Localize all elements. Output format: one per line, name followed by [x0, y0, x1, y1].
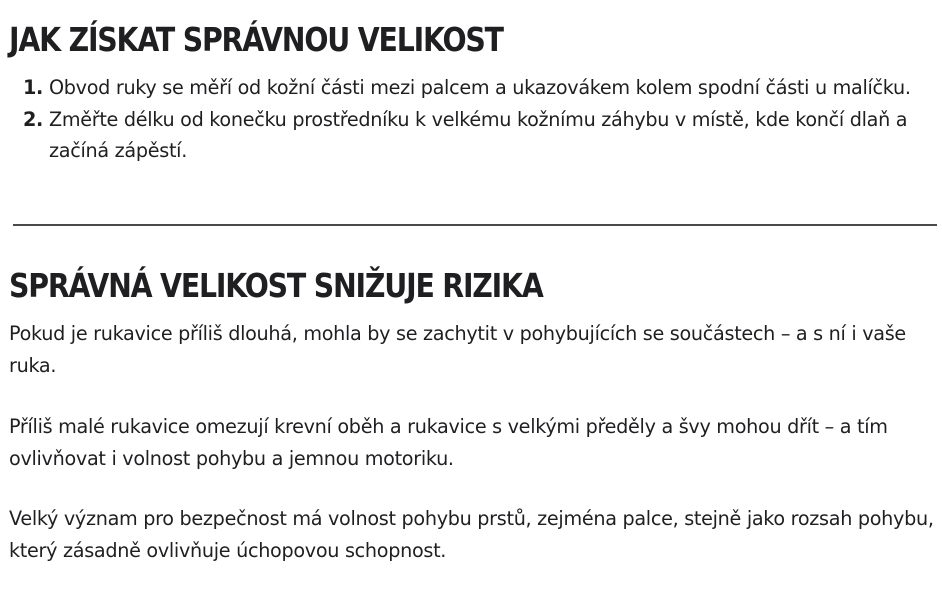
list-item-text: Změřte délku od konečku prostředníku k velkému kožnímu záhybu v místě, kde končí dlaň a začíná zápěstí. — [49, 107, 908, 162]
list-item-number: 1. — [23, 76, 44, 99]
paragraph: Velký význam pro bezpečnost má volnost pohybu prstů, zejména palce, stejně jako rozsah pohybu, který zásadně ovlivňuje úchopovou schopnost. — [9, 507, 934, 562]
paragraph: Pokud je rukavice příliš dlouhá, mohla by se zachytit v pohybujících se součástech – a s ní i vaše ruka. — [9, 322, 906, 377]
measurement-steps-list — [23, 72, 937, 167]
paragraph: Příliš malé rukavice omezují krevní oběh a rukavice s velkými předěly a švy mohou dřít – a tím ovlivňovat i volnost pohybu a jemnou motoriku. — [9, 415, 888, 470]
list-item — [23, 104, 937, 167]
section-heading-risks: SPRÁVNÁ VELIKOST SNIŽUJE RIZIKA — [9, 266, 543, 305]
section-heading-size: JAK ZÍSKAT SPRÁVNOU VELIKOST — [9, 20, 503, 59]
list-item — [23, 72, 937, 104]
list-item-text: Obvod ruky se měří od kožní části mezi palcem a ukazovákem kolem spodní části u malíčku. — [49, 76, 911, 99]
section-divider — [13, 224, 937, 226]
list-item-number: 2. — [23, 107, 44, 131]
